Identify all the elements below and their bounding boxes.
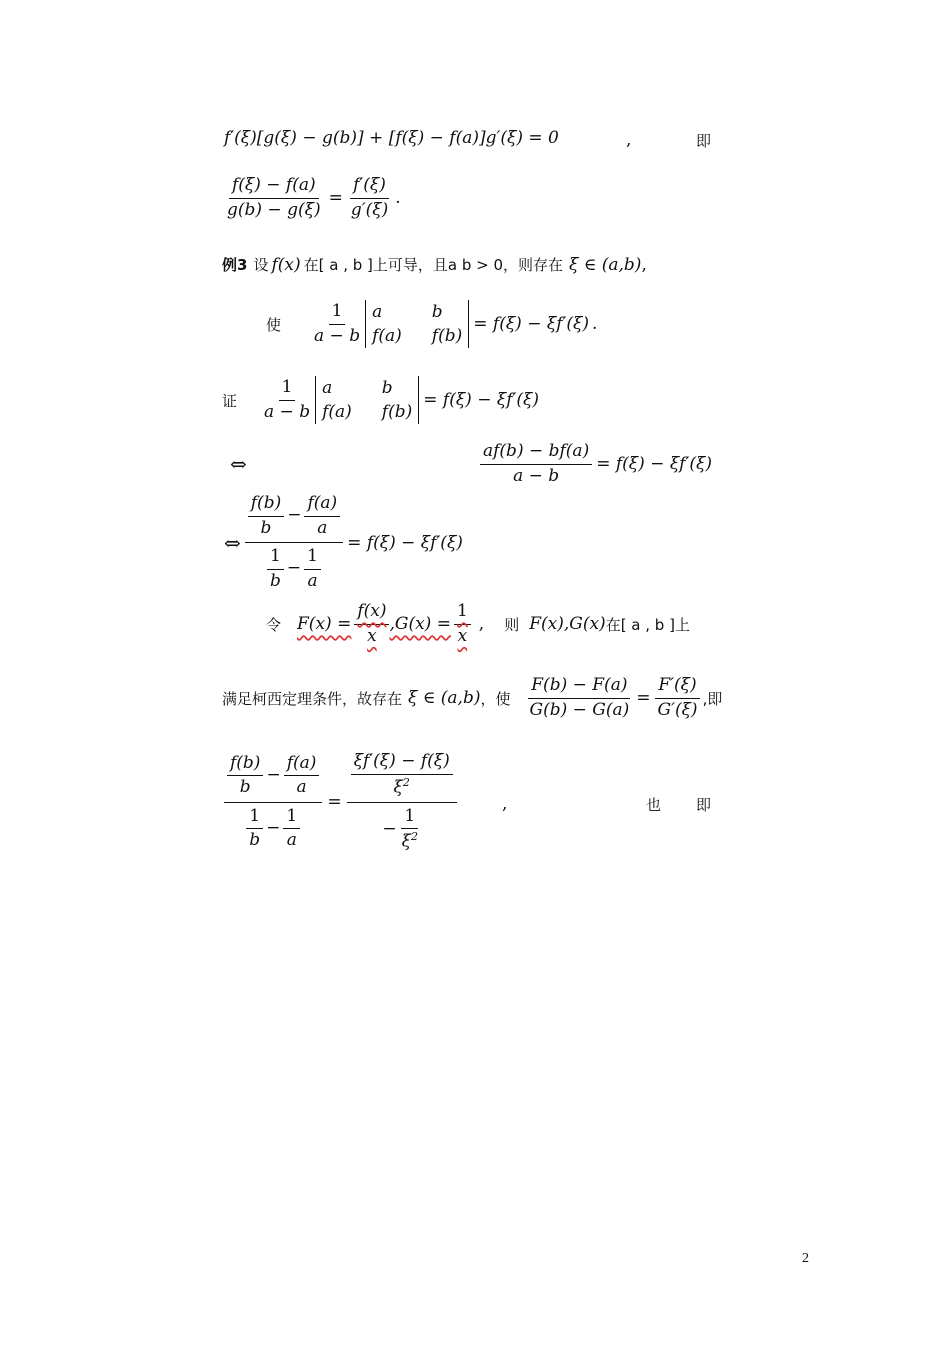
proof-line [222, 376, 539, 424]
frac-den: a [286, 830, 297, 851]
period: . [592, 314, 598, 334]
cauchy-line [222, 676, 722, 720]
word-ze: 则 [504, 615, 520, 634]
example-text: 在[ a , b ]上可导，且a b > 0，则存在 [303, 256, 563, 274]
word-zheng: 证 [222, 391, 238, 410]
frac-num: ξf′(ξ) − f(ξ) [351, 752, 453, 775]
frac-den: g(b) − g(ξ) [227, 199, 321, 220]
frac-den: $\xi^2$ [401, 830, 419, 852]
equivalence-symbol: ⇔ [230, 452, 247, 476]
frac-num: F(b) − F(a) [528, 676, 630, 699]
word-ji: 即 [696, 132, 712, 150]
frac-den: b [239, 777, 251, 798]
compound-fraction-left [224, 754, 322, 851]
frac-num: 1 [246, 807, 263, 830]
equals: = [636, 688, 651, 709]
square-exponent: 2 [402, 775, 410, 789]
frac-den: b [260, 517, 272, 538]
minus: − [266, 764, 281, 785]
frac-den: g′(ξ) [350, 199, 389, 220]
equivalence-symbol: ⇔ [224, 530, 241, 555]
frac-den: a − b [513, 465, 560, 486]
definition-FG [297, 602, 471, 646]
let-line [266, 602, 690, 646]
rhs-expression: = f(ξ) − ξf′(ξ) [473, 314, 590, 334]
minus: − [266, 818, 281, 839]
comma: , [478, 614, 485, 635]
determinant [315, 376, 419, 424]
equals: = [328, 188, 343, 209]
frac-num: 1 [454, 602, 471, 625]
frac-den: a [296, 777, 307, 798]
function-fx: f(x) [271, 254, 301, 275]
comma: , [626, 130, 632, 150]
frac-num: 1 [401, 807, 418, 830]
equiv-formula-2 [224, 494, 463, 591]
frac-den: x [457, 625, 468, 646]
make-line [266, 300, 597, 348]
frac-num: f(a) [284, 754, 320, 777]
cauchy-text: 满足柯西定理条件，故存在 [222, 689, 403, 708]
frac-num: 1 [304, 547, 321, 570]
det-cell: b [431, 302, 443, 322]
page-number: 2 [802, 1251, 809, 1266]
frac-num: f(ξ) − f(a) [229, 176, 319, 199]
det-cell: b [381, 378, 393, 398]
frac-den: a [307, 570, 318, 591]
xi-membership: ξ ∈ (a,b) [569, 254, 642, 275]
square-exponent: 2 [411, 830, 419, 844]
minus: − [287, 505, 302, 526]
det-cell: a [322, 378, 333, 398]
compound-fraction-right [347, 752, 457, 853]
frac-den: b [269, 570, 281, 591]
equiv-formula-1 [480, 442, 712, 486]
minus: − [286, 558, 302, 579]
frac-num: f(b) [227, 754, 263, 777]
period: . [395, 188, 401, 209]
determinant [365, 300, 469, 348]
frac-num: f(x) [354, 602, 389, 625]
frac-num: 1 [329, 302, 346, 325]
minus: − [382, 818, 397, 839]
formula-line-1: f′(ξ)[g(ξ) − g(b)] + [f(ξ) − f(a)]g′(ξ) = 0 [224, 128, 559, 148]
frac-num: 1 [279, 378, 296, 401]
cauchy-tail: ,即 [702, 689, 723, 708]
word-ye: 也 [646, 796, 662, 814]
frac-den: b [249, 830, 261, 851]
frac-den: a [317, 517, 328, 538]
rhs-expression: = f(ξ) − ξf′(ξ) [423, 390, 540, 410]
det-cell: a [372, 302, 383, 322]
det-cell: f(a) [372, 326, 402, 346]
frac-num: f(b) [248, 494, 284, 517]
let-tail: 在[ a , b ]上 [605, 615, 690, 634]
frac-num: f(a) [304, 494, 340, 517]
frac-den: x [367, 625, 377, 646]
frac-den: G′(ξ) [657, 699, 698, 720]
frac-num: af(b) − bf(a) [480, 442, 592, 465]
example-text: 设 [253, 256, 269, 274]
formula-line-2 [224, 176, 401, 220]
rhs-expression: = f(ξ) − ξf′(ξ) [347, 532, 463, 553]
frac-den: a − b [264, 401, 311, 422]
xi-membership: ξ ∈ (a,b) [408, 688, 481, 709]
det-cell: f(b) [431, 326, 463, 346]
word-shi: 使 [266, 315, 282, 334]
F-lhs: F(x) = [297, 614, 352, 635]
word-ji: 即 [696, 796, 712, 814]
frac-den: G(b) − G(a) [529, 699, 630, 720]
example-label: 例3 [222, 256, 248, 274]
G-lhs: ,G(x) = [389, 614, 451, 635]
comma: , [641, 254, 647, 275]
equals: = [327, 792, 342, 813]
frac-num: f′(ξ) [350, 176, 389, 199]
word-ling: 令 [266, 615, 282, 634]
final-formula [224, 752, 457, 853]
rhs-expression: = f(ξ) − ξf′(ξ) [596, 454, 712, 475]
frac-num: 1 [283, 807, 300, 830]
frac-num: 1 [267, 547, 284, 570]
comma: , [502, 794, 508, 814]
FG-functions: F(x),G(x) [529, 614, 606, 635]
frac-den: a − b [314, 325, 361, 346]
det-cell: f(a) [322, 402, 352, 422]
example-3-line [222, 254, 647, 275]
frac-den: $\xi^2$ [393, 775, 410, 798]
compound-fraction [245, 494, 343, 591]
cauchy-text: ，使 [480, 689, 511, 708]
frac-num: F′(ξ) [655, 676, 699, 699]
det-cell: f(b) [381, 402, 413, 422]
